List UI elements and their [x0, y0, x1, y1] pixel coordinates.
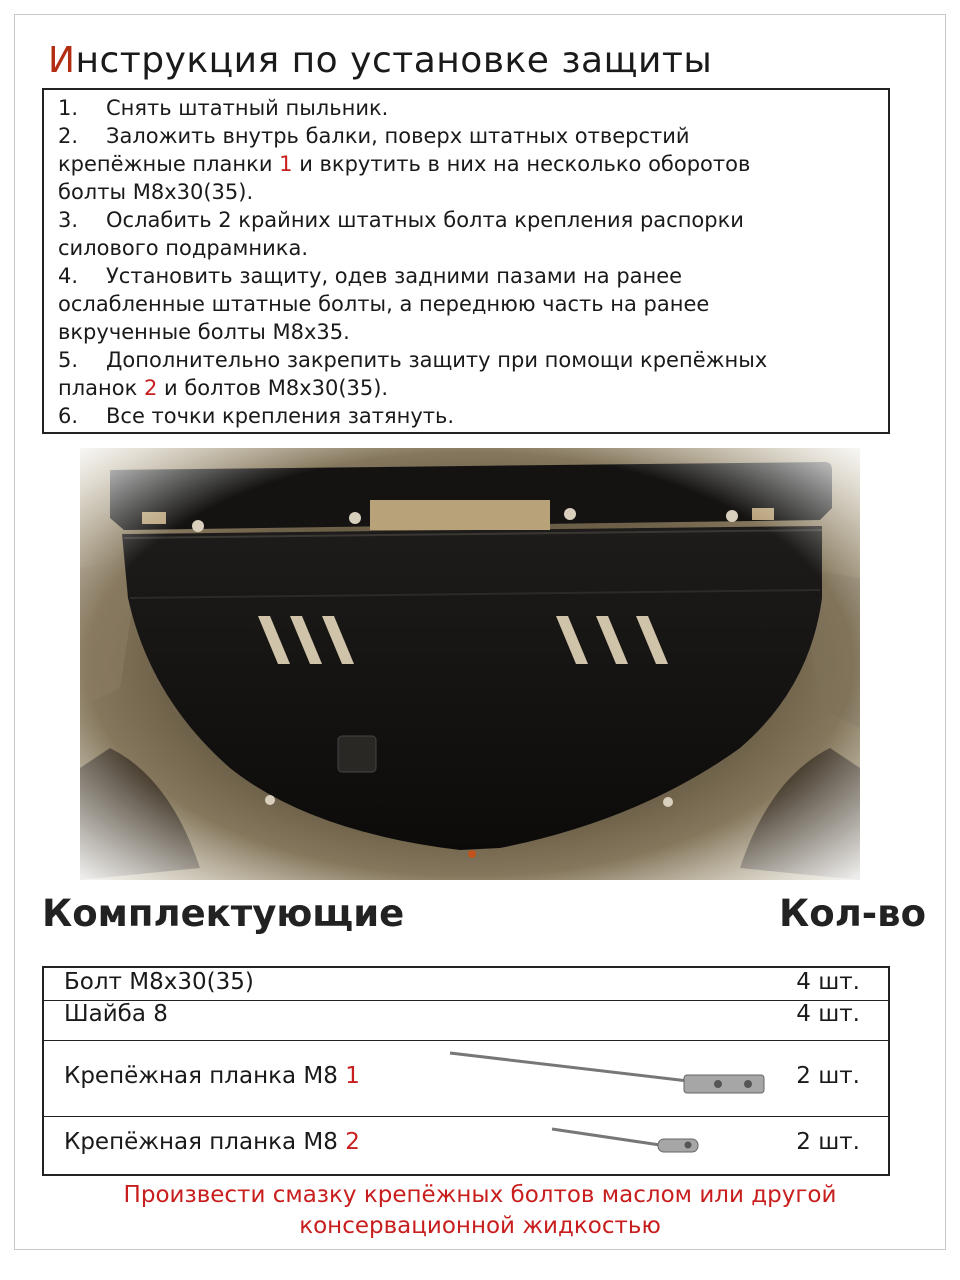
instruction-line	[58, 402, 888, 430]
instruction-line	[58, 150, 888, 178]
plate-ref-number: 1	[279, 152, 293, 176]
instruction-line	[58, 234, 888, 262]
part-name-text: Крепёжная планка М8	[64, 1129, 346, 1155]
mounting-plate-2-icon	[550, 1127, 710, 1157]
instruction-text: Снять штатный пыльник.	[106, 96, 389, 120]
instruction-text: Ослабить 2 крайних штатных болта крепления распорки	[106, 208, 744, 232]
part-name: Шайба 8	[64, 1001, 168, 1027]
instruction-number: 3.	[58, 208, 79, 232]
title-first-letter: И	[48, 40, 76, 81]
instruction-text: крепёжные планки	[58, 152, 280, 176]
instructions-box	[42, 88, 890, 434]
instruction-text: ослабленные штатные болты, а переднюю часть на ранее	[58, 292, 710, 316]
plate-ref-number: 2	[143, 376, 158, 400]
instruction-line	[58, 206, 888, 234]
skid-plate-illustration	[80, 448, 860, 880]
instruction-number: 5.	[58, 348, 79, 372]
mounting-plate-1-icon	[448, 1051, 778, 1099]
instruction-line	[58, 122, 888, 150]
part-ref-number: 1	[345, 1063, 360, 1089]
table-row	[44, 1001, 888, 1041]
lubrication-note-line2: консервационной жидкостью	[299, 1213, 661, 1239]
components-table	[42, 966, 890, 1176]
components-heading: Комплектующие	[42, 892, 405, 935]
instruction-line	[58, 262, 888, 290]
lubrication-note-line1: Произвести смазку крепёжных болтов маслом или другой	[123, 1182, 837, 1208]
instruction-text: и болтов М8х30(35).	[157, 376, 389, 400]
lubrication-note	[0, 1180, 960, 1242]
instruction-line	[58, 178, 888, 206]
part-name	[64, 1129, 360, 1155]
part-ref-number: 2	[345, 1129, 360, 1155]
instruction-text: Установить защиту, одев задними пазами на ранее	[106, 264, 683, 288]
part-qty: 4 шт.	[796, 1001, 860, 1027]
part-qty: 2 шт.	[796, 1063, 860, 1089]
part-qty: 2 шт.	[796, 1129, 860, 1155]
quantity-heading: Кол-во	[779, 892, 926, 935]
table-row	[44, 968, 888, 1001]
part-name-text: Крепёжная планка М8	[64, 1063, 346, 1089]
part-name	[64, 1063, 360, 1089]
table-row	[44, 1117, 888, 1174]
instruction-text: Заложить внутрь балки, поверх штатных отверстий	[106, 124, 690, 148]
instruction-number: 4.	[58, 264, 79, 288]
instruction-number: 1.	[58, 96, 79, 120]
instruction-line	[58, 318, 888, 346]
instruction-text: болты М8х30(35).	[58, 180, 254, 204]
instruction-line	[58, 346, 888, 374]
table-row	[44, 1041, 888, 1117]
installed-skid-plate-photo	[80, 448, 860, 880]
instruction-line	[58, 374, 888, 402]
instruction-line	[58, 94, 888, 122]
instruction-text: вкрученные болты М8х35.	[58, 320, 350, 344]
instruction-text: планок	[58, 376, 144, 400]
instruction-text: Дополнительно закрепить защиту при помощи крепёжных	[106, 348, 768, 372]
page-title	[48, 40, 712, 81]
part-name: Болт М8х30(35)	[64, 969, 254, 995]
instruction-number: 6.	[58, 404, 79, 428]
instruction-number: 2.	[58, 124, 79, 148]
instruction-text: и вкрутить в них на несколько оборотов	[292, 152, 751, 176]
part-qty: 4 шт.	[796, 969, 860, 995]
instruction-line	[58, 290, 888, 318]
instruction-text: Все точки крепления затянуть.	[106, 404, 455, 428]
instruction-text: силового подрамника.	[58, 236, 308, 260]
title-rest: нструкция по установке защиты	[75, 40, 713, 81]
